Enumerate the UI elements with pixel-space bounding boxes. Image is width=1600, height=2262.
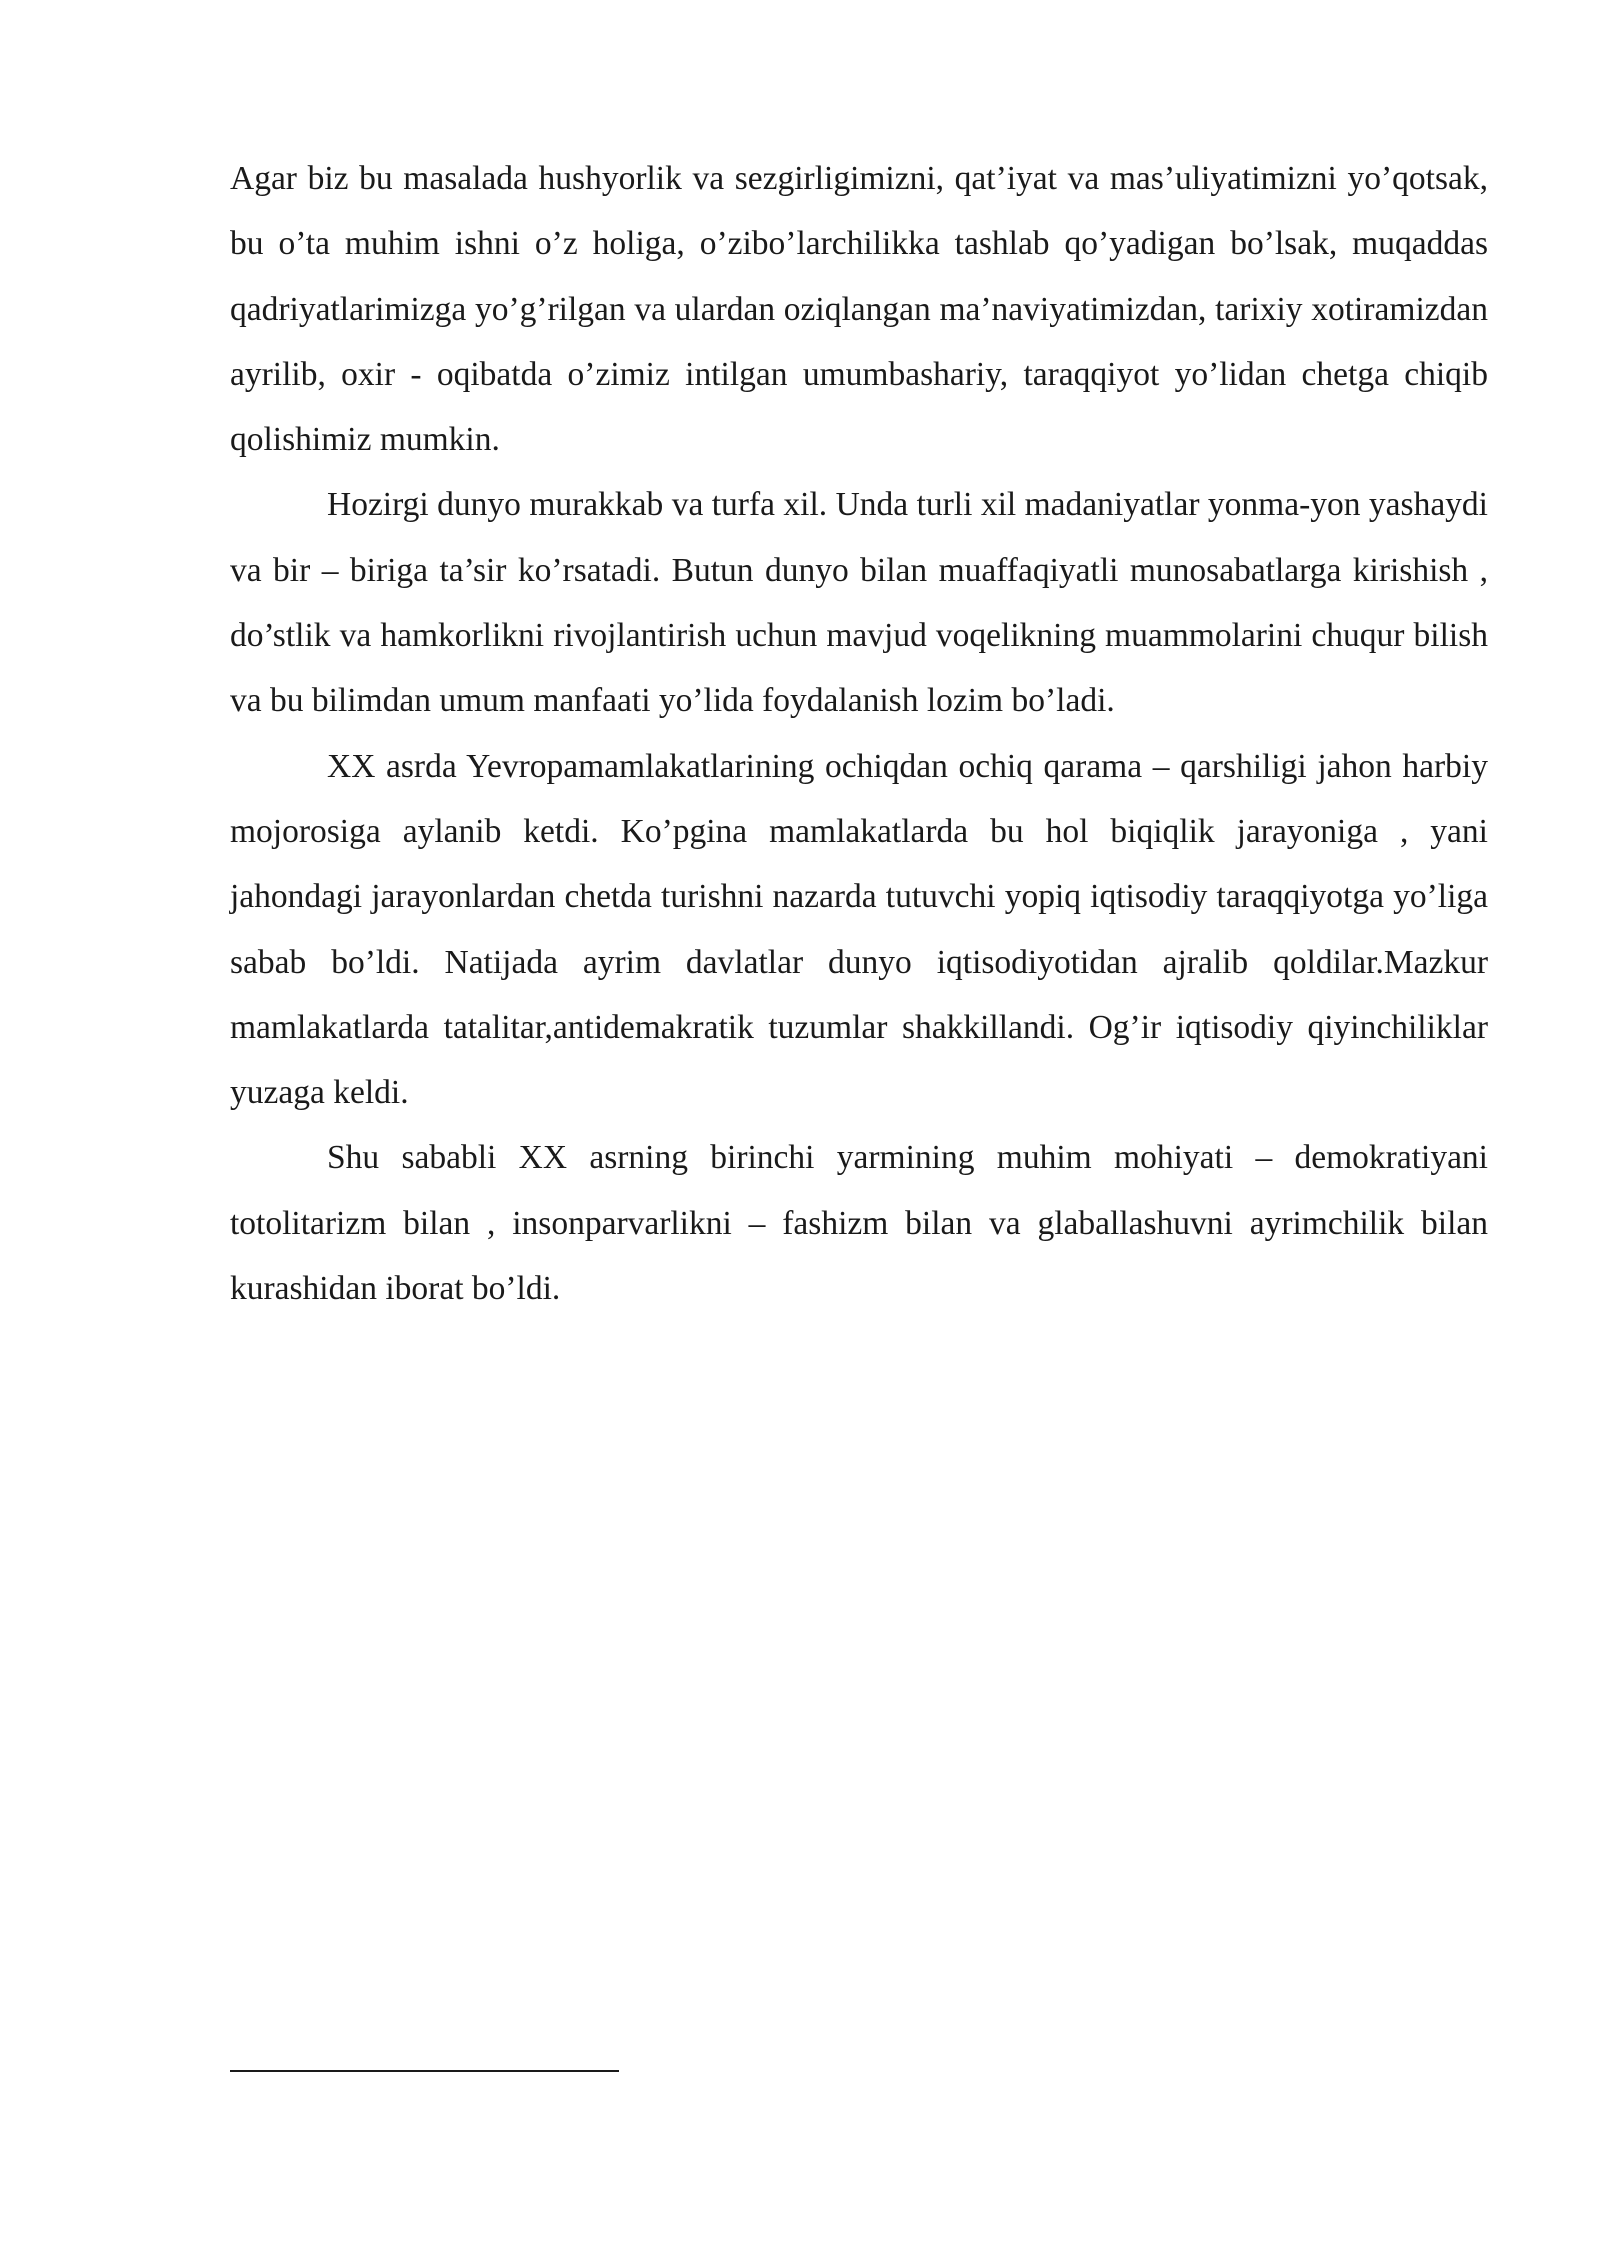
body-text (230, 146, 1488, 1321)
paragraph-2: Hozirgi dunyo murakkab va turfa xil. Unda turli xil madaniyatlar yonma-yon yashaydi va bir – biriga ta’sir ko’rsatadi. Butun dunyo bilan muaffaqiyatli munosabatlarga kirishish , do’stlik va hamkorlikni rivojlantirish uchun mavjud voqelikning muammolarini chuqur bilish va bu bilimdan umum manfaati yo’lida foydalanish lozim bo’ladi. (230, 486, 1488, 720)
paragraph-3: XX asrda Yevropamamlakatlarining ochiqdan ochiq qarama – qarshiligi jahon harbiy mojorosiga aylanib ketdi. Ko’pgina mamlakatlarda bu hol biqiqlik jarayoniga , yani jahondagi jarayonlardan chetda turishni nazarda tutuvchi yopiq iqtisodiy taraqqiyotga yo’liga sabab bo’ldi. Natijada ayrim davlatlar dunyo iqtisodiyotidan ajralib qoldilar.Mazkur mamlakatlarda tatalitar,antidemakratik tuzumlar shakkillandi. Og’ir iqtisodiy qiyinchiliklar yuzaga keldi. (230, 747, 1488, 1112)
paragraph-4: Shu sababli XX asrning birinchi yarmining muhim mohiyati – demokratiyani totolitarizm bilan , insonparvarlikni – fashizm bilan va glaballashuvni ayrimchilik bilan kurashidan iborat bo’ldi. (230, 1139, 1488, 1308)
paragraph-1: Agar biz bu masalada hushyorlik va sezgirligimizni, qat’iyat va mas’uliyatimizni yo’qotsak, bu o’ta muhim ishni o’z holiga, o’zibo’larchilikka tashlab qo’yadigan bo’lsak, muqaddas qadriyatlarimizga yo’g’rilgan va ulardan oziqlangan ma’naviyatimizdan, tarixiy xotiramizdan ayrilib, oxir - oqibatda o’zimiz intilgan umumbashariy, taraqqiyot yo’lidan chetga chiqib qolishimiz mumkin. (230, 160, 1488, 459)
footnote-separator (230, 2070, 619, 2072)
